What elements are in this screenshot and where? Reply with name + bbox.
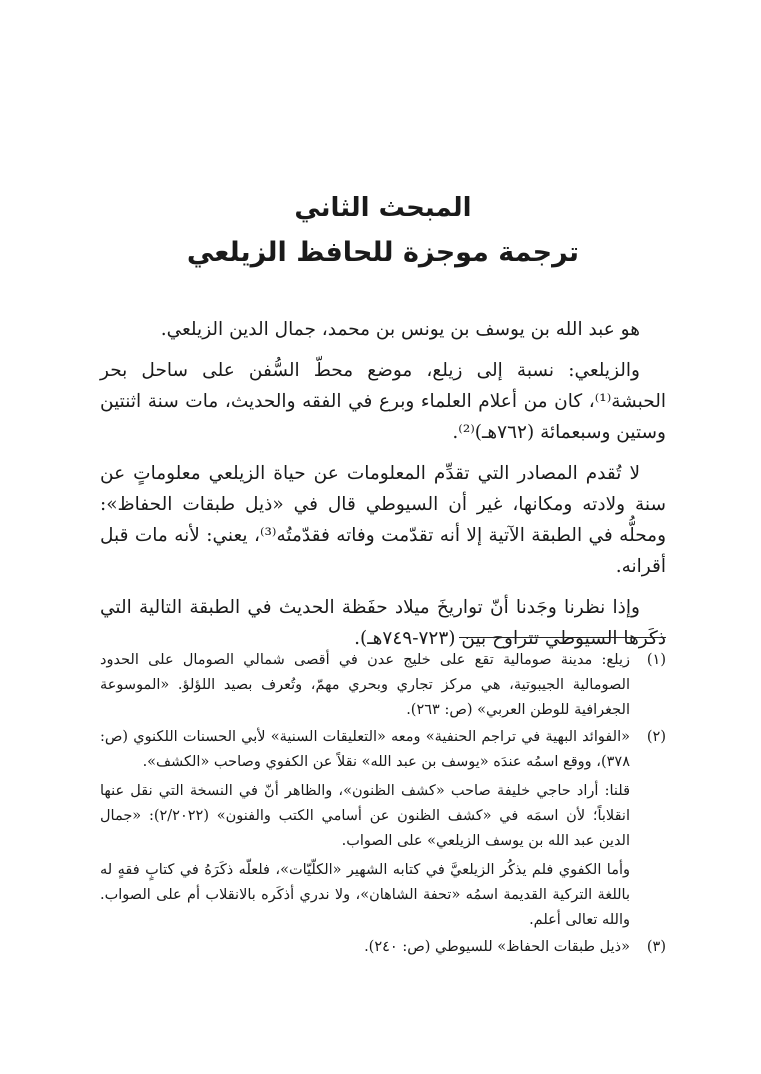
footnotes — [100, 648, 666, 962]
footnote-divider — [459, 637, 666, 638]
footnote-text: «ذيل طبقات الحفاظ» للسيوطي (ص: ٢٤٠). — [364, 939, 630, 955]
section-subtitle: ترجمة موجزة للحافظ الزيلعي — [186, 237, 580, 268]
footnote-text: «الفوائد البهية في تراجم الحنفية» ومعه «التعليقات السنية» لأبي الحسنات اللكنوي (ص: ٣٧٨)، ووقع اسمُه عندَه «يوسف بن عبد الله» نقلاً عن الكفوي وصاحب «الكشف». — [100, 729, 630, 770]
footnote-text: زيلع: مدينة صومالية تقع على خليج عدن في أقصى شمالي الصومال على الحدود الصومالية الجيبوتية، هي مركز تجاري وبحري مهمّ، وتُعرف بصيد اللؤلؤ. «الموسوعة الجغرافية للوطن العربي» (ص: ٢٦٣). — [100, 652, 630, 718]
section-title: المبحث الثاني — [294, 193, 472, 223]
paragraph-dates: وإذا نظرنا وجَدنا أنّ تواريخَ ميلاد حفَظة الحديث في الطبقة التالية التي ذكَرها السيوطي تتراوح بين (٧٢٣-٧٤٩هـ). — [100, 597, 666, 649]
main-text — [100, 314, 666, 664]
footnote-continuation: وأما الكفوي فلم يذكُر الزيلعيَّ في كتابه الشهير «الكلّيّات»، فلعلّه ذكَرَهُ في كتابٍ فقهٍ له باللغة التركية القديمة اسمُه «تحفة الشاهان»، ولا ندري أذكَره بالانقلاب أم على الصواب. والله تعالى أعلم. — [100, 862, 630, 928]
footnote-continuation: قلنا: أراد حاجي خليفة صاحب «كشف الظنون»، والظاهر أنّ في النسخة التي نقل عنها انقلاباً؛ لأن اسمَه في «كشف الظنون عن أسامي الكتب والفنون» (٢/٢٠٢٢): «جمال الدين عبد الله بن يوسف الزيلعي» على الصواب. — [100, 783, 630, 849]
footnote-item — [100, 935, 666, 960]
footnote-item — [100, 725, 666, 775]
footnote-number: (٣) — [646, 939, 666, 955]
book-page — [100, 0, 666, 1074]
footnote-item — [100, 648, 666, 723]
paragraph-nisba: والزيلعي: نسبة إلى زيلع، موضع محطّ السُّفن على ساحل بحر الحبشة⁽¹⁾، كان من أعلام العلماء وبرع في الفقه والحديث، مات سنة اثنتين وستين وسبعمائة (٧٦٢هـ)⁽²⁾. — [100, 360, 666, 443]
paragraph-name: هو عبد الله بن يوسف بن يونس بن محمد، جمال الدين الزيلعي. — [160, 319, 640, 340]
footnote-number: (٢) — [646, 729, 666, 745]
paragraph-birth: لا تُقدم المصادر التي تقدِّم المعلومات عن حياة الزيلعي معلوماتٍ عن سنة ولادته ومكانها، غير أن السيوطي قال في «ذيل طبقات الحفاظ»: ومحلُّه في الطبقة الآتية إلا أنه تقدّمت وفاته فقدّمتُه⁽³⁾، يعني: لأنه مات قبل أقرانه. — [100, 463, 666, 577]
footnote-number: (١) — [646, 652, 666, 668]
heading-block — [100, 186, 666, 276]
